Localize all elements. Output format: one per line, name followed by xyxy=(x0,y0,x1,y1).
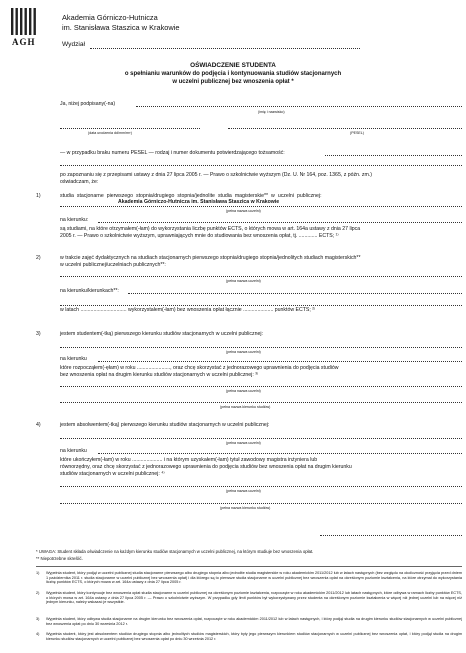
caption-id: (data urodzenia dd/mm/rrrr) xyxy=(88,131,132,135)
section-1-text-b: 2005 r. — Prawo o szkolnictwie wyższym, uprawniających mnie do studiowania bez wnoszenia opłat, tj. ............. ECTS; ¹⁾ xyxy=(60,233,339,239)
caption-name: (imię i nazwisko) xyxy=(258,110,285,114)
section-2-text-a: w latach ................................ wykorzystałem(-łam) bez wnoszenia opłat łącznie ..................... punktów ECTS; ²⁾ xyxy=(60,307,316,313)
document-field-2[interactable] xyxy=(60,165,462,166)
footnote-3-num: 3) xyxy=(36,617,40,621)
section-2-num: 2) xyxy=(36,255,41,261)
section-1-field[interactable] xyxy=(98,222,462,223)
section-3-university-field[interactable] xyxy=(60,347,462,348)
footnote-2-num: 2) xyxy=(36,591,40,595)
section-4-text-a: które ukończyłem(-łam) w roku ..................... i na którym uzyskałem(-łam) tytuł zawodowy magistra inżyniera lub xyxy=(60,457,318,463)
faculty-label: Wydział xyxy=(62,41,86,48)
section-2-field[interactable] xyxy=(128,293,462,294)
agh-logo xyxy=(4,6,46,48)
section-4-caption-field: (pełna nazwa kierunku studiów) xyxy=(220,506,271,510)
title-line3: w uczelni publicznej bez wnoszenia opłat * xyxy=(172,79,294,85)
footnote-2-text: Wypełnia student, który kontynuuje bez wnoszenia opłat studia stacjonarne w uczelni publicznej na określonym poziomie kształcenia, rozpoczęte w roku akademickim 2011/2012 lub latach następnych, które odbywa w ramach liczby punktów ECTS, o których mowa w art. 164a ustawy z dnia 27 lipca 2005 r. — Prawo o szkolnictwie wyższym. W przypadku gdy limit punktów był wykorzystywany przez studenta na określonym poziomie kształcenia w więcej niż jednej uczelni lub na więcej niż jednym kierunku, należy wskazać je wszystkie. xyxy=(46,591,462,605)
section-1-university-field[interactable] xyxy=(60,206,462,207)
caption-pesel: (PESEL) xyxy=(350,131,364,135)
section-2-caption-uni: (pełna nazwa uczelni) xyxy=(226,279,261,283)
section-4-field[interactable] xyxy=(98,453,462,454)
university-line2: im. Stanisława Staszica w Krakowie xyxy=(62,23,180,32)
university-line1: Akademia Górniczo-Hutnicza xyxy=(62,13,158,22)
section-4-caption-uni: (pełna nazwa uczelni) xyxy=(226,441,261,445)
section-1-field-label: na kierunku: xyxy=(60,217,89,223)
section-4-field-label: na kierunku xyxy=(60,448,87,454)
footnote-1-text: Wypełnia student, który podjął w uczelni publicznej studia stacjonarne pierwszego albo drugiego stopnia albo jednolite studia magisterskie w roku akademickim 2011/2012 lub w latach następnych (bez względu na okoliczność przyjęcia przed dniem 1 października 2011 r. studia stacjonarne w uczelni publicznej bez wnoszenia opłat) i dla którego są to pierwsze studia stacjonarne w uczelni publicznej bez wnoszenia opłat na określonym poziomie kształcenia, na które otrzymał do wykorzystania liczbę punktów ECTS, o których mowa w art. 164a ustawy z dnia 27 lipca 2005 r. xyxy=(46,571,462,585)
section-4-university2-field[interactable] xyxy=(60,486,462,487)
section-3-caption-uni2: (pełna nazwa uczelni) xyxy=(226,389,261,393)
section-4-num: 4) xyxy=(36,422,41,428)
section-2-line2: w uczelni publicznej/uczelniach publicznych**: xyxy=(60,262,166,268)
section-1-caption-uni: (pełna nazwa uczelni) xyxy=(226,209,261,213)
section-1-text-a: są studiami, na które otrzymałem(-łam) do wykorzystania liczbę punktów ECTS, o których mowa w art. 164a ustawy z dnia 27 lipca xyxy=(60,226,361,232)
section-4-text-c: studiów stacjonarnych w uczelni publicznej: ⁴⁾ xyxy=(60,471,165,477)
section-3-caption-uni: (pełna nazwa uczelni) xyxy=(226,350,261,354)
no-pesel-text: — w przypadku braku numeru PESEL — rodzaj i numer dokumentu potwierdzającego tożsamość: xyxy=(60,150,285,156)
section-4-line1: jestem absolwentem(-tką) pierwszego kierunku studiów stacjonarnych w uczelni publicznej: xyxy=(60,422,270,428)
footnote-divider xyxy=(36,566,462,567)
section-3-text-a: które rozpocząłem(-ęłam) w roku ......................., oraz chcę skorzystać z jednorazowego uprawnienia do podjęcia studiów xyxy=(60,365,339,371)
section-3-field2[interactable] xyxy=(60,402,462,403)
section-1-university-value: Akademia Górniczo-Hutnicza im. Stanisława Staszica w Krakowie xyxy=(118,199,280,205)
warned-text-a: po zapoznaniu się z przepisami ustawy z dnia 27 lipca 2005 r. — Prawo o szkolnictwie wyższym (Dz. U. Nr 164, poz. 1365, z późn. zm.) xyxy=(60,172,372,178)
name-field[interactable] xyxy=(136,106,462,107)
logo-text: AGH xyxy=(12,37,36,47)
signature-field[interactable] xyxy=(320,535,462,536)
section-3-text-b: bez wnoszenia opłat na drugim kierunku studiów stacjonarnych w uczelni publicznej: ³⁾ xyxy=(60,372,259,378)
title-line2: o spełnianiu warunków do podjęcia i kontynuowania studiów stacjonarnych xyxy=(124,71,342,77)
section-4-university-field[interactable] xyxy=(60,438,462,439)
section-2-line1: w trakcie zajęć dydaktycznych na studiach stacjonarnych pierwszego stopnia/drugiego stopnia/jednolitych studiach magisterskich** xyxy=(60,255,361,261)
birthdate-field[interactable] xyxy=(60,128,200,129)
faculty-field[interactable] xyxy=(90,48,360,49)
section-3-line1: jestem studentem(-tką) pierwszego kierunku studiów stacjonarnych w uczelni publicznej: xyxy=(60,331,263,337)
section-2-field-2[interactable] xyxy=(60,305,462,306)
footnote-4-text: Wypełnia student, który jest absolwentem studiów drugiego stopnia albo jednolitych studiów magisterskich, który były jego pierwszym kierunkiem studiów stacjonarnych w uczelni publicznej bez wnoszenia opłat, i który podjął studia na drugim kierunku studiów stacjonarnych w uczelni publicznej bez wnoszenia opłat po dniu 30 września 2012 r. xyxy=(46,632,462,641)
section-3-university2-field[interactable] xyxy=(60,386,462,387)
section-1-num: 1) xyxy=(36,193,41,199)
section-2-university-field[interactable] xyxy=(60,276,462,277)
section-3-field[interactable] xyxy=(98,361,462,362)
document-field[interactable] xyxy=(325,155,462,156)
warned-text-b: oświadczam, że: xyxy=(60,179,99,185)
title-line1: OŚWIADCZENIE STUDENTA xyxy=(190,62,276,69)
section-4-caption-uni2: (pełna nazwa uczelni) xyxy=(226,489,261,493)
footnote-1-num: 1) xyxy=(36,571,40,575)
section-4-text-b: równorzędny, oraz chcę skorzystać z jednorazowego uprawnienia do podjęcia studiów bez wnoszenia opłat na drugim kierunku xyxy=(60,464,352,470)
section-4-field2[interactable] xyxy=(60,503,462,504)
section-3-caption-field: (pełna nazwa kierunku studiów) xyxy=(220,405,271,409)
pesel-field[interactable] xyxy=(228,128,462,129)
footnote-4-num: 4) xyxy=(36,632,40,636)
date-row xyxy=(60,120,462,134)
footnote-3-text: Wypełnia student, który odbywa studia stacjonarne na drugim kierunku bez wnoszenia opłat, rozpoczęte w roku akademickim 2011/2012 lub w latach następnych, i który podjął studia na drugim kierunku studiów stacjonarnych w uczelni publicznej bez wnoszenia opłat po dniu 30 września 2012 r. xyxy=(46,617,462,626)
section-1-line1: studia stacjonarne pierwszego stopnia/drugiego stopnia/jednolite studia magisterskie** w uczelni publicznej: xyxy=(60,193,322,199)
section-3-num: 3) xyxy=(36,331,41,337)
notes-uwaga: * UWAGA: Student składa oświadczenie na każdym kierunku studiów stacjonarnych w uczelni publicznej, na którym studiuje bez wnoszenia opłat. xyxy=(36,549,314,554)
notes-strike: ** Niepotrzebne skreślić. xyxy=(36,556,83,561)
section-3-field-label: na kierunku xyxy=(60,356,87,362)
signed-label: Ja, niżej podpisany(-na) xyxy=(60,101,116,107)
section-2-field-label: na kierunku/kierunkach**: xyxy=(60,288,119,294)
